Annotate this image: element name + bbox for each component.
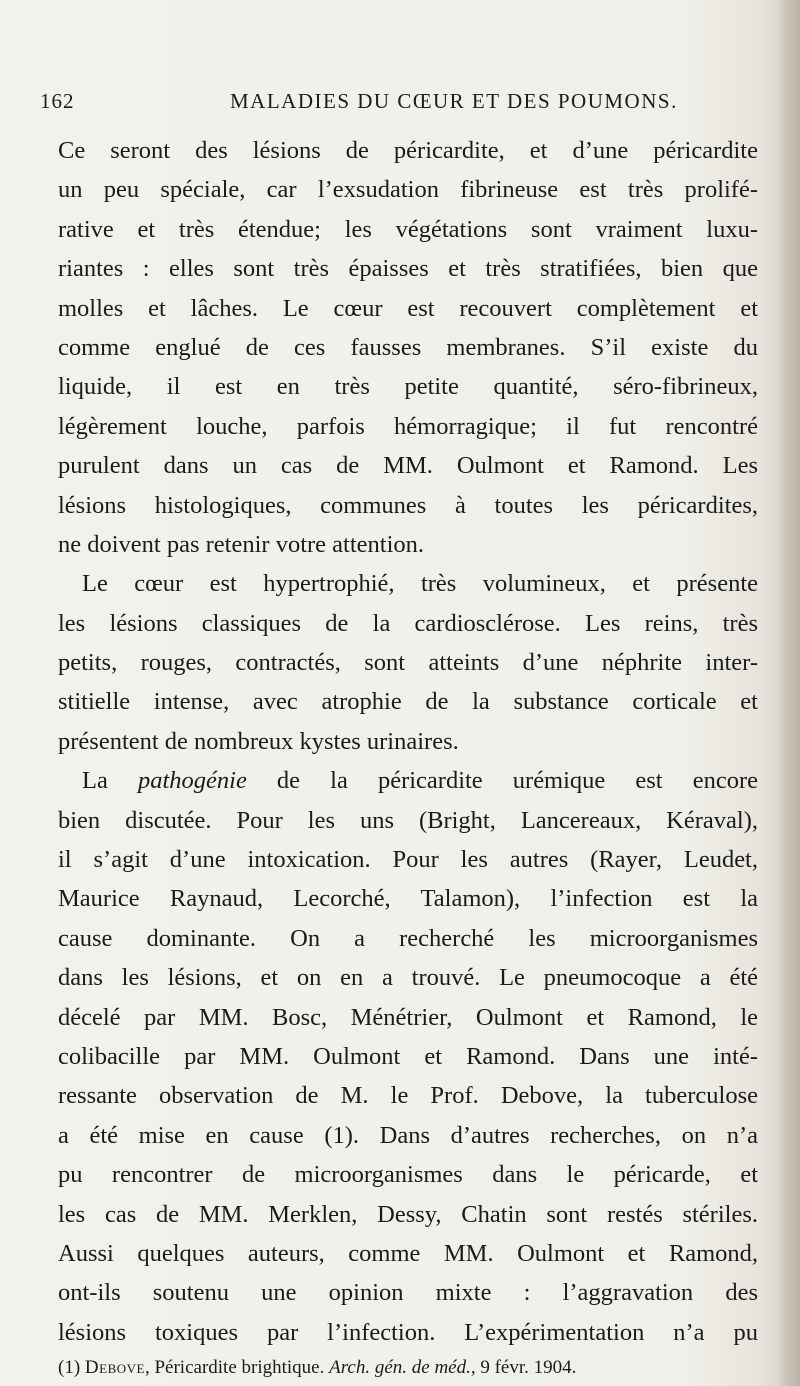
text-line: rative et très étendue; les végétations sont vraiment luxu-: [58, 215, 758, 243]
text-fragment: La: [82, 767, 138, 795]
text-line: les cas de MM. Merklen, Dessy, Chatin sont restés stériles.: [58, 1200, 758, 1228]
text-line: purulent dans un cas de MM. Oulmont et Ramond. Les: [58, 452, 758, 480]
text-line: les lésions classiques de la cardiosclérose. Les reins, très: [58, 609, 758, 637]
text-line: lésions toxiques par l’infection. L’expérimentation n’a pu: [58, 1318, 758, 1346]
text-line: Aussi quelques auteurs, comme MM. Oulmont et Ramond,: [58, 1239, 758, 1267]
running-head: MALADIES DU CŒUR ET DES POUMONS.: [230, 89, 678, 113]
text-line: molles et lâches. Le cœur est recouvert complètement et: [58, 294, 758, 322]
text-line: bien discutée. Pour les uns (Bright, Lancereaux, Kéraval),: [58, 806, 758, 834]
text-line: Maurice Raynaud, Lecorché, Talamon), l’infection est la: [58, 885, 758, 913]
text-line: dans les lésions, et on en a trouvé. Le pneumocoque a été: [58, 964, 758, 992]
text-line: décelé par MM. Bosc, Ménétrier, Oulmont et Ramond, le: [58, 1003, 758, 1031]
text-line: légèrement louche, parfois hémorragique; il fut rencontré: [58, 412, 758, 440]
text-line-pathogenie: [58, 761, 758, 800]
footnote-date: , 9 févr. 1904.: [470, 1357, 577, 1378]
footnote-author: Debove: [84, 1357, 145, 1378]
text-line: petits, rouges, contractés, sont atteints d’une néphrite inter-: [58, 649, 758, 677]
text-line: présentent de nombreux kystes urinaires.: [58, 727, 459, 755]
text-line: liquide, il est en très petite quantité, séro-fibrineux,: [58, 373, 758, 401]
footnote: [58, 1357, 758, 1379]
footnote-marker: (1): [58, 1357, 85, 1378]
page-number: 162: [40, 89, 75, 113]
text-fragment: de la péricardite urémique est encore: [246, 767, 759, 795]
text-line: stitielle intense, avec atrophie de la substance corticale et: [58, 688, 758, 716]
text-line: ressante observation de M. le Prof. Debove, la tuberculose: [58, 1082, 758, 1110]
footnote-text: , Péricardite brightique.: [144, 1357, 330, 1378]
text-line: Le cœur est hypertrophié, très volumineux, et présente: [82, 570, 758, 598]
text-line: riantes : elles sont très épaisses et très stratifiées, bien que: [58, 255, 758, 283]
text-line: un peu spéciale, car l’exsudation fibrineuse est très prolifé-: [58, 176, 758, 204]
footnote-journal: Arch. gén. de méd.: [329, 1357, 471, 1378]
text-line: cause dominante. On a recherché les microorganismes: [58, 924, 758, 952]
text-line: a été mise en cause (1). Dans d’autres recherches, on n’a: [58, 1121, 758, 1149]
text-line: colibacille par MM. Oulmont et Ramond. Dans une inté-: [58, 1042, 758, 1070]
page-header: [40, 89, 750, 119]
italic-term: pathogénie: [137, 767, 247, 795]
text-line: lésions histologiques, communes à toutes les péricardites,: [58, 491, 758, 519]
page-edge-shadow: [778, 0, 800, 1386]
text-line: ne doivent pas retenir votre attention.: [58, 530, 425, 558]
text-line: Ce seront des lésions de péricardite, et d’une péricardite: [58, 137, 758, 164]
body-text: [58, 131, 758, 1352]
text-line: comme englué de ces fausses membranes. S’il existe du: [58, 333, 758, 361]
text-line: pu rencontrer de microorganismes dans le péricarde, et: [58, 1161, 758, 1189]
text-line: ont-ils soutenu une opinion mixte : l’aggravation des: [58, 1279, 758, 1307]
text-line: il s’agit d’une intoxication. Pour les autres (Rayer, Leudet,: [58, 846, 758, 874]
